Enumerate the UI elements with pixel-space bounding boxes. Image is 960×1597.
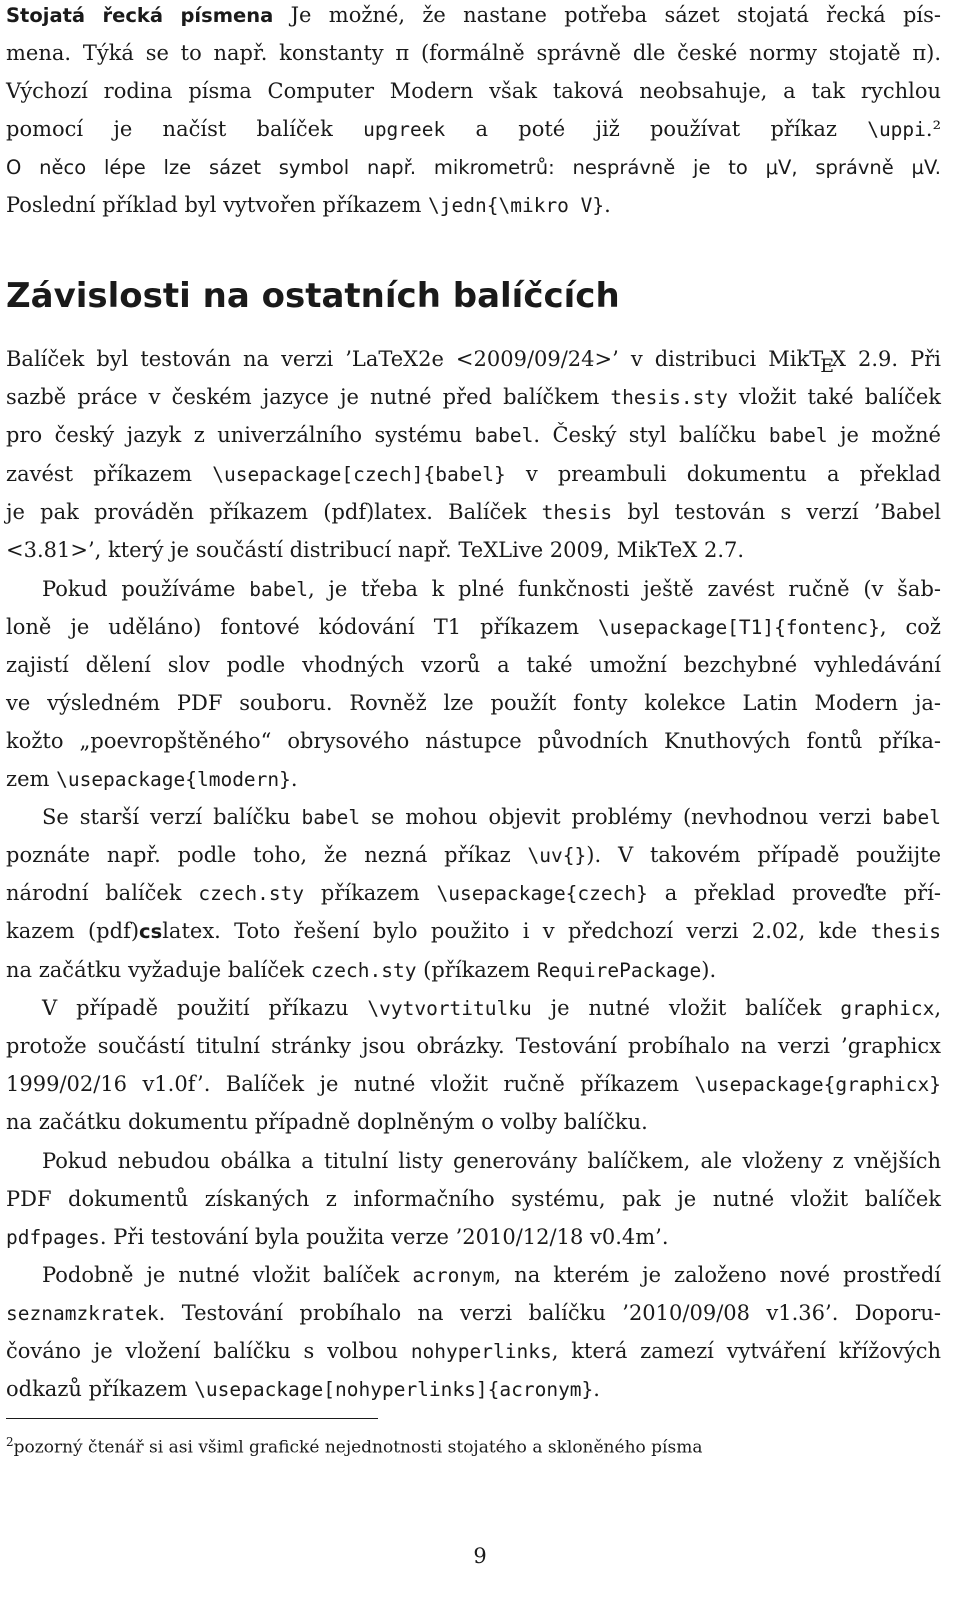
text-fragment: a překlad proveďte pří-: [647, 881, 942, 905]
text-line: [6, 0, 941, 31]
code-fragment: thesis: [541, 501, 613, 524]
text-fragment: , je třeba k plné funkčnosti ještě zavést ručně (v šab-: [307, 577, 941, 601]
text-fragment: Poslední příklad byl vytvořen příkazem: [6, 193, 429, 217]
code-fragment: \usepackage{czech}: [436, 882, 648, 905]
code-fragment: \uppi: [867, 118, 926, 141]
code-fragment: acronym: [412, 1264, 495, 1287]
text-fragment: sazbě práce v českém jazyce je nutné před balíčkem: [6, 385, 611, 409]
text-line: [6, 1222, 941, 1253]
text-line: [6, 612, 941, 643]
text-fragment: 1999/02/16 v1.0f’. Balíček je nutné vložit ručně příkazem: [6, 1072, 695, 1096]
code-fragment: babel: [882, 806, 941, 829]
text-fragment: (příkazem: [416, 958, 537, 982]
text-line: [6, 574, 941, 605]
text-fragment: , což: [879, 615, 941, 639]
text-fragment: pro český jazyk z univerzálního systému: [6, 423, 475, 447]
code-fragment: pdfpages: [6, 1226, 100, 1249]
code-fragment: RequirePackage: [536, 959, 702, 982]
text-fragment: Je možné, že nastane potřeba sázet stojatá řecká pís-: [273, 3, 941, 27]
text-fragment: je nutné vložit balíček: [531, 996, 841, 1020]
code-fragment: babel: [474, 424, 534, 447]
text-line: [6, 382, 941, 413]
code-fragment: babel: [249, 578, 308, 601]
text-line: [6, 916, 941, 947]
text-line: [6, 152, 941, 183]
text-fragment: je možné: [827, 423, 941, 447]
text-line: [6, 726, 941, 756]
text-fragment: , která zamezí vytváření křížových: [551, 1339, 941, 1363]
text-fragment: . Při testování byla použita verze ’2010/12/18 v0.4m’.: [99, 1225, 669, 1249]
text-fragment: ). V takovém případě použijte: [586, 843, 941, 867]
text-fragment: .²: [925, 117, 941, 141]
text-fragment: .: [593, 1377, 600, 1401]
text-line: [6, 1298, 941, 1329]
text-line: [6, 1069, 941, 1100]
text-fragment: pomocí je načíst balíček: [6, 117, 364, 141]
text-line: [6, 1107, 941, 1137]
footnote: [6, 1430, 702, 1460]
text-fragment: mena. Týká se to např. konstanty π (formálně správně dle české normy stojatě π).: [6, 41, 941, 65]
text-fragment: v preambuli dokumentu a překlad: [505, 462, 941, 486]
text-fragment: národní balíček: [6, 881, 199, 905]
text-fragment: X 2.9. Při: [831, 347, 941, 371]
code-fragment: babel: [768, 424, 828, 447]
code-fragment: thesis.sty: [610, 386, 728, 409]
text-line: [6, 76, 941, 106]
text-fragment: a poté již používat příkaz: [445, 117, 868, 141]
text-fragment: Balíček byl testován na verzi ’LaTeX2e <2009/09/24>’ v distribuci MikT: [6, 347, 824, 371]
code-fragment: thesis: [870, 920, 942, 943]
text-line: [6, 190, 941, 221]
text-fragment: kazem (pdf): [6, 919, 140, 943]
section-heading: Závislosti na ostatních balíčcích: [6, 276, 620, 316]
text-fragment: .: [290, 767, 298, 791]
text-fragment: zavést příkazem: [6, 462, 213, 486]
text-line: [6, 878, 941, 909]
text-line: [6, 688, 941, 718]
text-fragment: <3.81>’, který je součástí distribucí např. TeXLive 2009, MikTeX 2.7.: [6, 538, 745, 562]
code-fragment: \vytvortitulku: [367, 997, 532, 1020]
text-fragment: Pokud nebudou obálka a titulní listy generovány balíčkem, ale vloženy z vnějších: [42, 1149, 941, 1173]
text-line: [6, 38, 941, 68]
text-fragment: Výchozí rodina písma Computer Modern však taková neobsahuje, a tak rychlou: [6, 79, 941, 103]
text-line: [6, 955, 941, 986]
text-line: [6, 1031, 941, 1061]
text-fragment: .: [604, 193, 611, 217]
code-fragment: \usepackage[T1]{fontenc}: [598, 616, 880, 639]
code-fragment: czech.sty: [310, 959, 417, 982]
text-fragment: kožto „poevropštěného“ obrysového nástupce původních Knuthových fontů příka-: [6, 729, 941, 753]
text-fragment: odkazů příkazem: [6, 1377, 195, 1401]
text-fragment: latex. Toto řešení bylo použito i v předchozí verzi 2.02, kde: [162, 919, 871, 943]
text-fragment: je pak prováděn příkazem (pdf)latex. Balíček: [6, 500, 542, 524]
text-fragment: . Testování probíhalo na verzi balíčku ’2010/09/08 v1.36’. Doporu-: [158, 1301, 941, 1325]
text-fragment: O něco lépe lze sázet symbol např. mikrometrů: nesprávně je to μV, správně µV.: [6, 156, 941, 179]
text-fragment: PDF dokumentů získaných z informačního systému, pak je nutné vložit balíček: [6, 1187, 941, 1211]
code-fragment: seznamzkratek: [6, 1302, 159, 1325]
code-fragment: babel: [301, 806, 361, 829]
text-fragment: příkazem: [304, 881, 437, 905]
text-line: [6, 650, 941, 680]
text-fragment: vložit také balíček: [727, 385, 942, 409]
code-fragment: \usepackage{graphicx}: [694, 1073, 941, 1096]
text-line: [6, 993, 941, 1024]
code-fragment: \usepackage{lmodern}: [56, 768, 291, 791]
text-fragment: poznáte např. podle toho, že nezná příkaz: [6, 843, 528, 867]
text-fragment: Stojatá řecká písmena: [6, 4, 274, 27]
text-line: [6, 1184, 941, 1214]
code-fragment: graphicx: [840, 997, 935, 1020]
text-fragment: . Český styl balíčku: [533, 423, 769, 447]
text-fragment: zajistí dělení slov podle vhodných vzorů a také umožní bezchybné vyhledávání: [6, 653, 941, 677]
text-line: [6, 840, 941, 871]
text-fragment: Se starší verzí balíčku: [42, 805, 302, 829]
text-fragment: V případě použití příkazu: [42, 996, 368, 1020]
text-fragment: E: [820, 355, 835, 377]
text-fragment: čováno je vložení balíčku s volbou: [6, 1339, 411, 1363]
text-line: [6, 344, 941, 381]
text-fragment: ,: [934, 996, 941, 1020]
text-fragment: loně je uděláno) fontové kódování T1 příkazem: [6, 615, 599, 639]
code-fragment: czech.sty: [198, 882, 305, 905]
text-line: [6, 1374, 941, 1405]
text-fragment: Pokud používáme: [42, 577, 250, 601]
text-line: [6, 114, 941, 145]
text-line: [6, 1336, 941, 1367]
code-fragment: upgreek: [363, 118, 446, 141]
text-fragment: byl testován s verzí ’Babel: [612, 500, 941, 524]
text-line: [6, 420, 941, 451]
text-fragment: se mohou objevit problémy (nevhodnou verzi: [360, 805, 883, 829]
code-fragment: \usepackage[nohyperlinks]{acronym}: [194, 1378, 594, 1401]
text-line: [6, 1260, 941, 1291]
text-line: [6, 459, 941, 490]
text-fragment: na začátku dokumentu případně doplněným o volby balíčku.: [6, 1110, 648, 1134]
text-fragment: ).: [701, 958, 717, 982]
code-fragment: \jedn{\mikro V}: [428, 194, 605, 217]
footnote-rule: [6, 1418, 378, 1419]
code-fragment: \uv{}: [527, 844, 587, 867]
text-fragment: Podobně je nutné vložit balíček: [42, 1263, 413, 1287]
text-fragment: , na kterém je založeno nové prostředí: [494, 1263, 941, 1287]
footnote-mark: 2: [6, 1435, 14, 1449]
footnote-text: pozorný čtenář si asi všiml grafické nejednotnosti stojatého a skloněného písma: [13, 1437, 703, 1458]
text-fragment: protože součástí titulní stránky jsou obrázky. Testování probíhalo na verzi ’graphicx: [6, 1034, 941, 1058]
text-line: [6, 497, 941, 528]
text-fragment: zem: [6, 767, 57, 791]
text-line: [6, 802, 941, 833]
text-line: [6, 764, 941, 795]
text-line: [6, 535, 941, 565]
code-fragment: \usepackage[czech]{babel}: [212, 463, 506, 486]
text-fragment: ve výsledném PDF souboru. Rovněž lze použít fonty kolekce Latin Modern ja-: [6, 691, 941, 715]
text-line: [6, 1146, 941, 1176]
text-fragment: cs: [139, 920, 163, 943]
code-fragment: nohyperlinks: [410, 1340, 552, 1363]
page-number: 9: [473, 1544, 487, 1568]
text-fragment: na začátku vyžaduje balíček: [6, 958, 311, 982]
